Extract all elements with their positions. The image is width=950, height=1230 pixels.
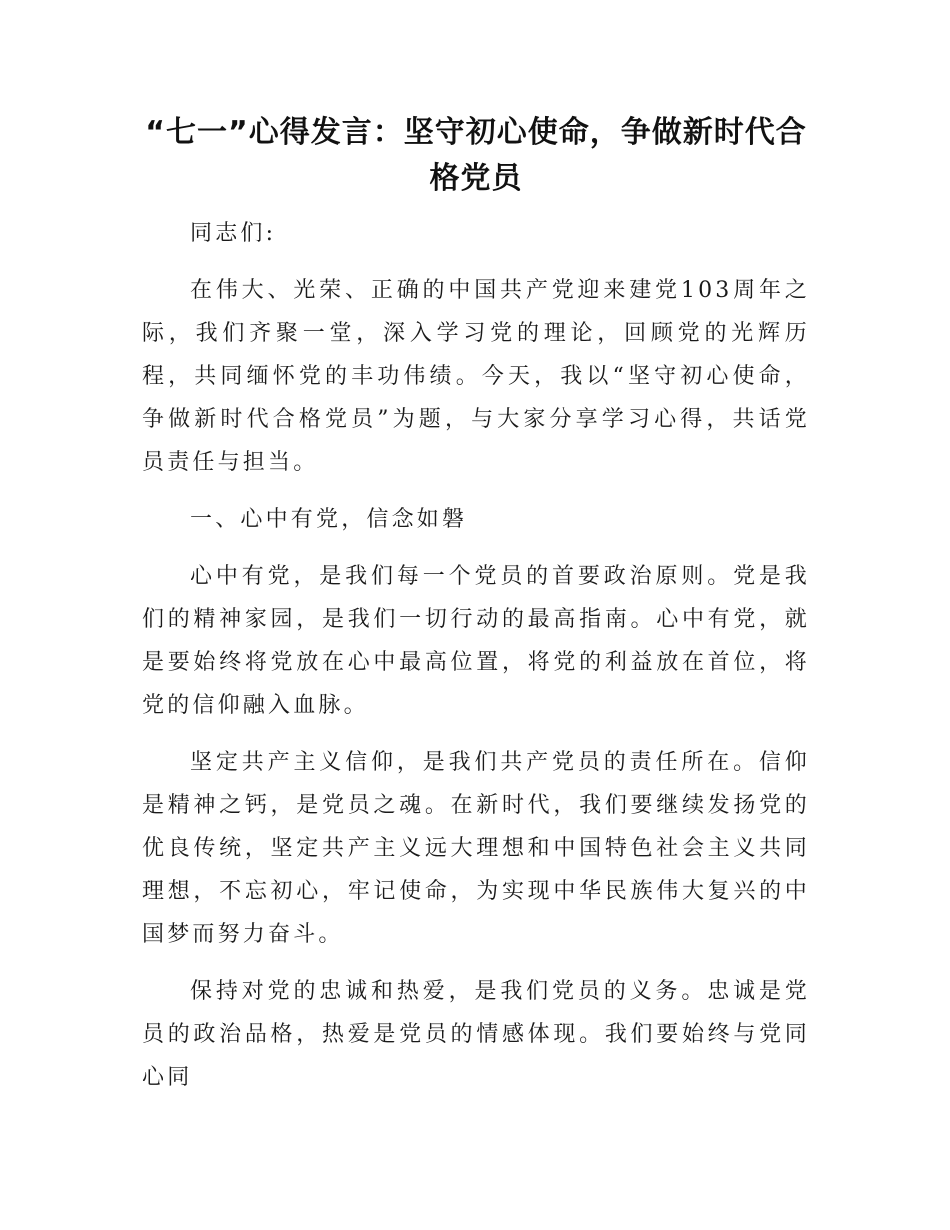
section-heading-1: 一、心中有党，信念如磐 <box>190 507 468 532</box>
paragraph-2: 坚定共产主义信仰，是我们共产党员的责任所在。信仰是精神之钙，是党员之魂。在新时代，我们要继续发扬党的优良传统，坚定共产主义远大理想和中国特色社会主义共同理想，不忘初心，牢记使命，为实现中华民族伟大复兴的中国梦而努力奋斗。 <box>142 750 810 947</box>
paragraph-1: 心中有党，是我们每一个党员的首要政治原则。党是我们的精神家园，是我们一切行动的最高指南。心中有党，就是要始终将党放在心中最高位置，将党的利益放在首位，将党的信仰融入血脉。 <box>142 564 810 718</box>
paragraph-intro: 在伟大、光荣、正确的中国共产党迎来建党103周年之际，我们齐聚一堂，深入学习党的理论，回顾党的光辉历程，共同缅怀党的丰功伟绩。今天，我以“坚守初心使命，争做新时代合格党员”为题，与大家分享学习心得，共话党员责任与担当。 <box>142 278 810 475</box>
paragraph-3: 保持对党的忠诚和热爱，是我们党员的义务。忠诚是党员的政治品格，热爱是党员的情感体现。我们要始终与党同心同 <box>142 979 810 1090</box>
document-body <box>142 110 810 1113</box>
document-title: “七一”心得发言：坚守初心使命，争做新时代合格党员 <box>145 115 807 196</box>
salutation: 同志们: <box>190 221 277 246</box>
